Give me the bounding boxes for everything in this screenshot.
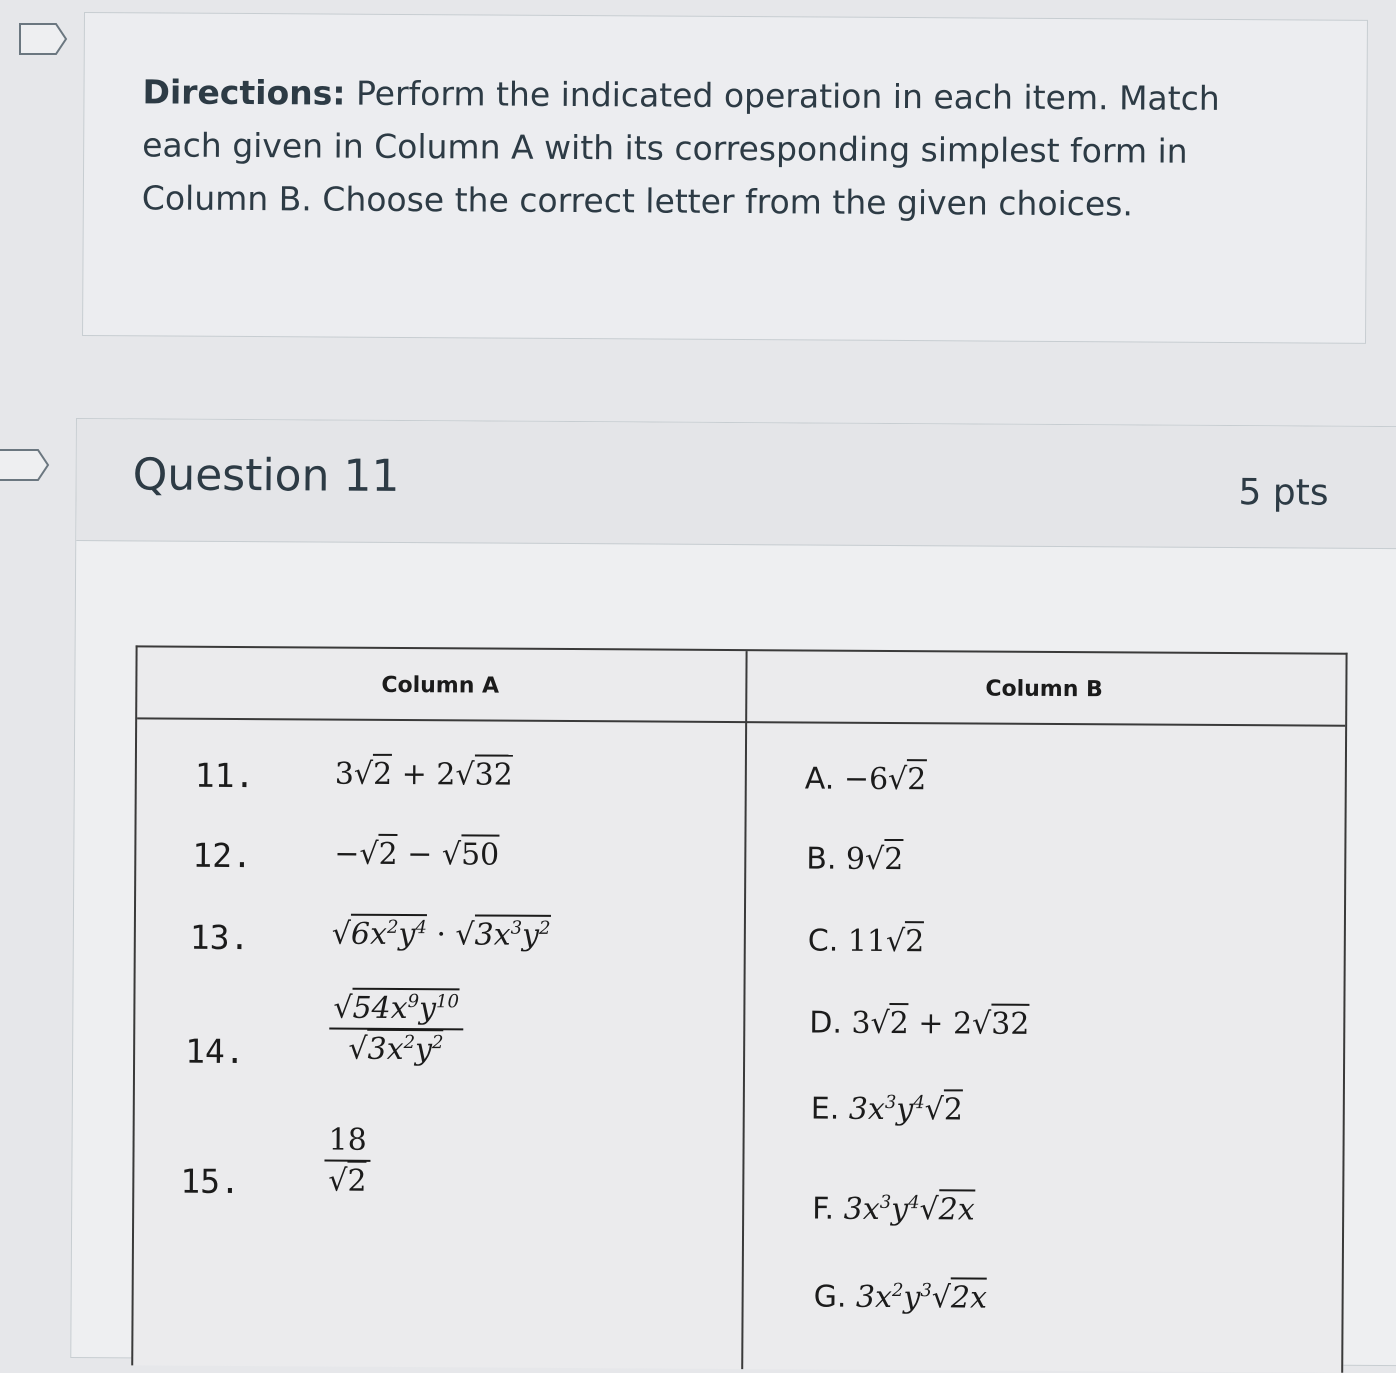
item-number: 11. <box>194 755 255 796</box>
item-expression: −√2 − √50 <box>334 837 499 873</box>
choice-option: B. 9√2 <box>806 841 903 877</box>
flag-question-icon[interactable] <box>18 22 68 56</box>
choice-letter: A. <box>804 761 835 797</box>
question-card <box>70 418 1396 1366</box>
choice-option: D. 3√2 + 2√32 <box>809 1005 1029 1041</box>
item-number: 15. <box>180 1161 241 1202</box>
choice-letter: B. <box>806 841 837 877</box>
column-divider <box>741 651 747 1369</box>
choice-option: G. $3x^2y^3√2x$ <box>814 1280 988 1316</box>
choice-letter: D. <box>809 1005 843 1041</box>
item-number: 12. <box>192 835 253 876</box>
directions-text <box>142 65 1273 231</box>
choice-letter: F. <box>812 1191 835 1227</box>
choice-letter: G. <box>813 1279 847 1315</box>
matching-table <box>131 645 1347 1372</box>
flag-question-icon[interactable] <box>0 448 50 482</box>
choice-option: A. −6√2 <box>805 761 927 797</box>
choice-option: E. $3x^3y^4√2$ <box>811 1092 963 1128</box>
item-number: 13. <box>189 917 250 958</box>
directions-body: Perform the indicated operation in each item. Match each given in Column A with its corresponding simplest form in Column B. Choose the correct letter from the given choices. <box>141 73 1220 224</box>
question-header <box>76 419 1396 549</box>
directions-panel <box>82 12 1368 344</box>
choice-option: F. $3x^3y^4√2x$ <box>812 1192 975 1228</box>
choice-option: C. 11√2 <box>808 923 925 959</box>
column-a-header: Column A <box>381 672 500 699</box>
choice-letter: E. <box>810 1091 840 1127</box>
item-number: 14. <box>185 1031 245 1072</box>
choice-letter: C. <box>807 923 839 959</box>
header-divider <box>137 717 1345 726</box>
item-expression: $\frac{18}{√2}$ <box>324 1123 371 1199</box>
item-expression: 3√2 + 2√32 <box>335 757 513 793</box>
column-b-header: Column B <box>985 676 1103 703</box>
directions-label: Directions: <box>142 72 346 113</box>
question-points: 5 pts <box>1238 472 1329 514</box>
item-expression: $\frac{√54x^9y^{10}}{√3x^2y^2}$ <box>329 991 463 1068</box>
question-title: Question 11 <box>132 449 400 502</box>
item-expression: $√6x^2y^4 \cdot √3x^3y^2$ <box>332 917 551 953</box>
